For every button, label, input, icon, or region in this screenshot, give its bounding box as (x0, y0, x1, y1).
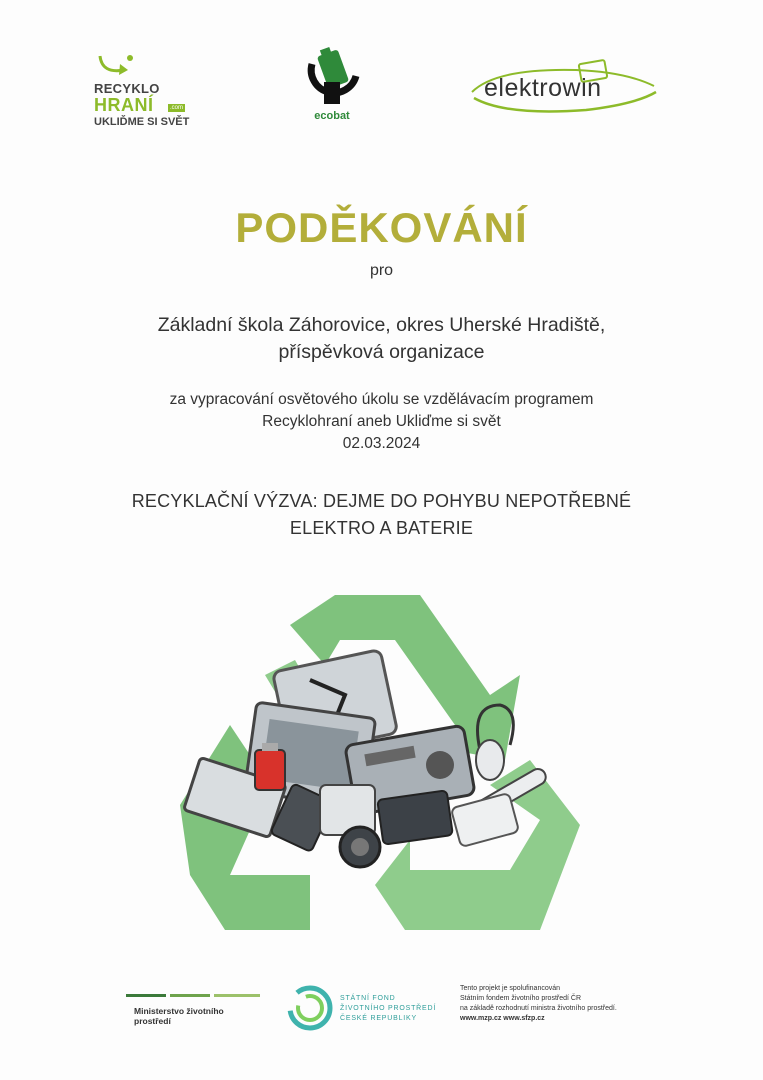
recyklohrani-logo (92, 52, 202, 132)
cofinancing-note (460, 984, 660, 1024)
recyklohrani-line1: RECYKLO (94, 81, 160, 96)
elektrowin-text: elektrowin (484, 74, 602, 102)
challenge-line-1: RECYKLAČNÍ VÝZVA: DEJME DO POHYBU NEPOTŘEBNÉ (131, 491, 632, 511)
ministry-stripes-icon (126, 994, 260, 1000)
state-fund-swirl-icon (286, 984, 334, 1032)
challenge-line-2: ELEKTRO A BATERIE (289, 518, 474, 538)
ecobat-logo (296, 46, 368, 128)
battery-icon (296, 46, 368, 112)
recycling-electronics-illustration (170, 585, 590, 945)
certificate-title: PODĚKOVÁNÍ (235, 204, 528, 251)
challenge-title (0, 488, 763, 542)
for-word: pro (369, 262, 394, 279)
state-fund-logo (286, 984, 456, 1034)
state-fund-line-1: STÁTNÍ FOND (340, 995, 396, 1002)
ecobat-text: ecobat (314, 110, 350, 122)
recyklohrani-slogan: UKLIĎME SI SVĚT (94, 116, 190, 128)
task-line-1: za vypracování osvětového úkolu se vzdělávacím programem (169, 391, 594, 408)
school-line-2: příspěvková organizace (278, 341, 485, 363)
note-line-1: Tento projekt je spolufinancován (460, 985, 561, 992)
ministry-logo (126, 994, 260, 1024)
recycle-arrow-icon (96, 52, 136, 80)
note-line-3: na základě rozhodnutí ministra životního prostředí. (460, 1005, 617, 1012)
note-websites: www.mzp.cz www.sfzp.cz (460, 1015, 545, 1022)
recyklohrani-line2: HRANÍ (94, 95, 154, 115)
state-fund-name (340, 994, 436, 1024)
state-fund-line-2: ŽIVOTNÍHO PROSTŘEDÍ (340, 1005, 437, 1012)
elektrowin-logo (466, 58, 662, 118)
school-name (0, 312, 763, 366)
state-fund-line-3: ČESKÉ REPUBLIKY (340, 1015, 417, 1022)
ministry-name: Ministerstvo životního prostředí (134, 1006, 224, 1026)
school-line-1: Základní škola Záhorovice, okres Uherské Hradiště, (157, 314, 606, 336)
certificate-date: 02.03.2024 (342, 435, 421, 452)
note-line-2: Státním fondem životního prostředí ČR (460, 995, 581, 1002)
task-description (0, 389, 763, 455)
task-line-2: Recyklohraní aneb Ukliďme si svět (262, 413, 501, 430)
recyklohrani-domain: .com (170, 105, 184, 111)
